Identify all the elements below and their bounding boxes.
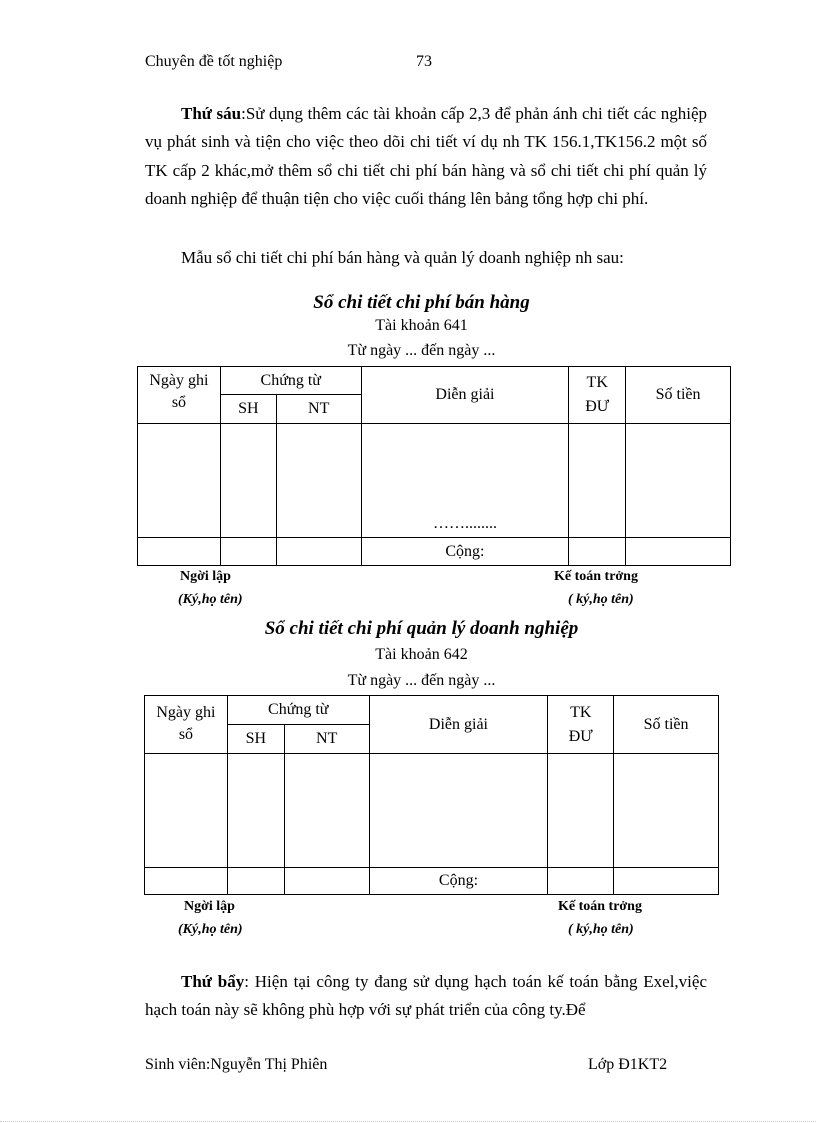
paragraph-text: :Sử dụng thêm các tài khoản cấp 2,3 để phản ánh chi tiết các nghiệp vụ phát sinh và tiện cho việc theo dõi chi tiết ví dụ nh TK 156.1,TK156.2 một số TK cấp 2 khác,mở thêm sổ chi tiết chi phí bán hàng và sổ chi tiết chi phí quản lý doanh nghiệp để thuận tiện cho việc cuối tháng lên bảng tổng hợp chi phí. [145, 104, 707, 209]
ledger1-title: Sổ chi tiết chi phí bán hàng [313, 292, 530, 313]
ledger1-dots: ……........ [361, 424, 569, 538]
preparer-label: Ngời lập [184, 899, 235, 914]
ledger2-account: Tài khoản 642 [375, 646, 468, 663]
ledger1-period: Từ ngày ... đến ngày ... [347, 342, 496, 359]
ledger1-table [137, 366, 731, 566]
chief-accountant-note: ( ký,họ tên) [568, 592, 634, 607]
total-row [145, 868, 719, 895]
col-description-header: Diễn giải [361, 367, 569, 424]
col-voucher-header: Chứng từ [220, 367, 361, 395]
col-sh-header: SH [227, 725, 284, 754]
ledger2-total-label: Cộng: [369, 868, 548, 895]
ledger1-account: Tài khoản 641 [375, 317, 468, 334]
col-date-header: Ngày ghi sổ [145, 696, 228, 754]
col-nt-header: NT [276, 395, 361, 424]
chief-accountant-label: Kế toán trởng [554, 569, 638, 584]
col-description-header: Diễn giải [369, 696, 548, 754]
running-header: Chuyên đề tốt nghiệp [145, 53, 283, 70]
paragraph-text: : Hiện tại công ty đang sử dụng hạch toán kế toán bằng Exel,việc hạch toán này sẽ không phù hợp với sự phát triển của công ty.Để [145, 972, 707, 1020]
chief-accountant-label: Kế toán trởng [558, 899, 642, 914]
paragraph-lead: Thứ bẩy [181, 972, 245, 991]
total-row [138, 538, 731, 566]
ledger2-title: Sổ chi tiết chi phí quản lý doanh nghiệp [264, 618, 579, 639]
ledger2-table [144, 695, 719, 895]
paragraph-lead: Thứ sáu [181, 104, 242, 123]
col-sh-header: SH [220, 395, 276, 424]
ledger2-period: Từ ngày ... đến ngày ... [347, 672, 496, 689]
footer-class: Lớp Đ1KT2 [588, 1056, 668, 1073]
col-tk-header: TK ĐƯ [548, 696, 614, 754]
chief-accountant-note: ( ký,họ tên) [568, 922, 634, 937]
paragraph-seventh [145, 968, 707, 1025]
ledger1-total-label: Cộng: [361, 538, 569, 566]
table-row [145, 754, 719, 868]
preparer-note: (Ký,họ tên) [178, 592, 243, 607]
paragraph-intro: Mẫu sổ chi tiết chi phí bán hàng và quản lý doanh nghiệp nh sau: [181, 248, 624, 267]
table-row [138, 424, 731, 538]
footer-student: Sinh viên:Nguyễn Thị Phiên [145, 1056, 328, 1073]
preparer-note: (Ký,họ tên) [178, 922, 243, 937]
col-date-header: Ngày ghi sổ [138, 367, 221, 424]
col-tk-header: TK ĐƯ [569, 367, 626, 424]
page-number: 73 [416, 53, 432, 70]
bottom-dotted-rule [0, 1121, 816, 1122]
col-amount-header: Số tiền [614, 696, 719, 754]
col-nt-header: NT [284, 725, 369, 754]
paragraph-sixth [145, 100, 707, 214]
col-voucher-header: Chứng từ [227, 696, 369, 725]
preparer-label: Ngời lập [180, 569, 231, 584]
col-amount-header: Số tiền [626, 367, 731, 424]
